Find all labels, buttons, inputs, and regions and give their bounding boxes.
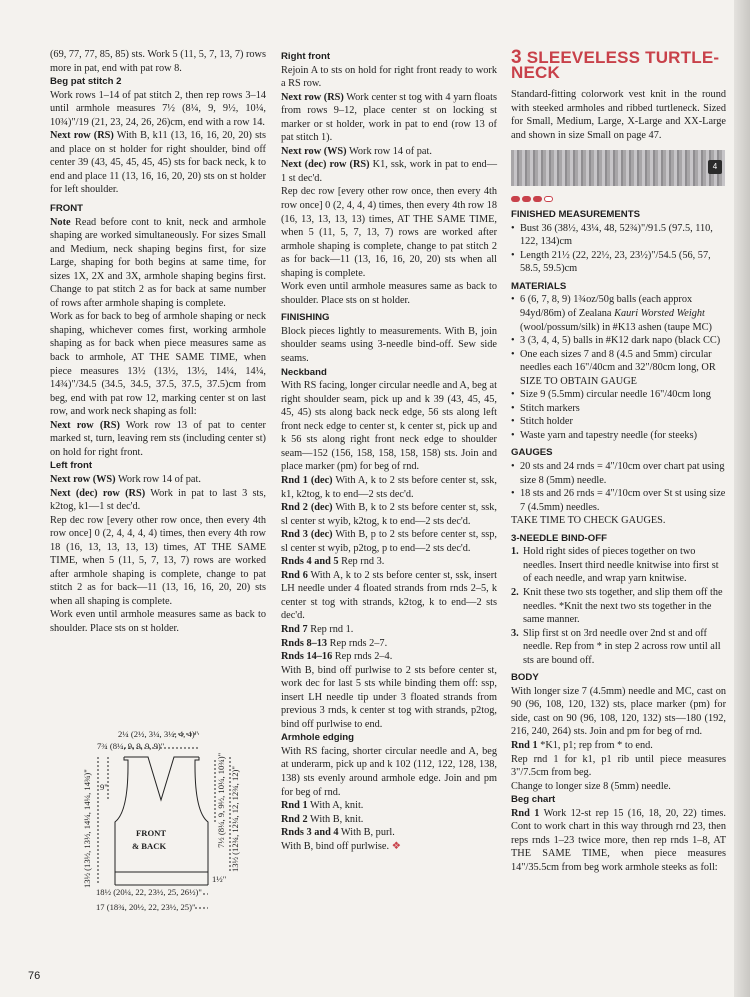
pattern-title-line-1: SLEEVELESS TURTLE- [526, 48, 720, 67]
neckband-para: With RS facing, longer circular needle and A, beg at right shoulder seam, pick up and k 39 (43, 45, 45, 45, 45) sts along back neck edge, 56 sts along left front neck edge to center st, k center st, pick up and k 56 sts along right front neck edge to shoulder seam—152 (156, 158, 158, 158, 158) sts. Join and place marker (pm) for beg of rnd. [281, 380, 497, 473]
column-3 [511, 47, 726, 874]
rejoin-para: Rejoin A to sts on hold for right front ready to work a RS row. [281, 64, 497, 90]
dim-rib-depth: 1½" [212, 874, 227, 884]
list-item: • Stitch holder [511, 415, 726, 429]
neck-rnd-2: Rnd 2 (dec) With B, k to 2 sts before center st, ssk, sl center st wyib, k2tog, k to end—2 sts dec'd. [281, 502, 497, 527]
dim-neck-depth: 9" [100, 782, 108, 792]
beg-chart-heading: Beg chart [511, 794, 556, 806]
list-item: • Waste yarn and tapestry needle (for steeks) [511, 429, 726, 443]
dim-shoulder-width: 2¼ (2½, 3¼, 3¼, 4, 4)" [118, 729, 199, 739]
front-heading: FRONT [50, 203, 84, 215]
dim-neck-width: 7¾ (8¼, 9, 9, 9, 9)" [97, 741, 165, 751]
column-2 [281, 50, 497, 853]
dim-armhole-depth: 7½ (8¼, 9, 9½, 10¼, 10¾)" [216, 752, 226, 848]
list-item: • Size 9 (5.5mm) circular needle 16"/40cm long [511, 388, 726, 402]
list-item: • One each sizes 7 and 8 (4.5 and 5mm) circular needles each 16"/40cm and 32"/80cm long, OR SIZE TO OBTAIN GAUGE [511, 348, 726, 389]
list-item: • Length 21½ (22, 22½, 23, 23½)"/54.5 (56, 57, 58.5, 59.5)cm [511, 249, 726, 276]
dim-bottom-width-2: 17 (18¾, 20½, 22, 23½, 25)" [96, 902, 196, 912]
chart-rnd-1: Rnd 1 Work 12-st rep 15 (16, 18, 20, 22) times. Cont to work chart in this way through rnd 23, then reps rnds 1–23 twice more, then rep rnds 1–8, AT THE SAME TIME, when piece measures 14"/35.5cm from beg work armhole steeks as foll: [511, 807, 726, 873]
right-front-heading: Right front [281, 51, 331, 62]
body-rep-rnd-1: Rep rnd 1 for k1, p1 rib until piece measures 3"/7.5cm from beg. [511, 753, 726, 779]
list-item: • 6 (6, 7, 8, 9) 1¾oz/50g balls (each approx 94yd/86m) of Zealana Kauri Worsted Weight (wool/possum/silk) in #K13 ashen (taupe MC) [511, 293, 726, 334]
right-front-rep-dec-para: Rep dec row [every other row once, then every 4th row once] 0 (2, 4, 4, 4) times, then every 4th row 18 (16, 13, 13, 13, 13) times, AT THE SAME TIME, when 5 (11, 5, 7, 13, 7) rows are worked after armhole shaping is complete, change to pat stitch 2 as for back—11 (13, 16, 16, 20, 20) sts when all shaping is complete. [281, 186, 497, 279]
neck-rnd-4-5: Rnds 4 and 5 Rep rnd 3. [281, 556, 385, 568]
front-next-row-para: Next row (RS) Work row 13 of pat to center marked st, turn, leaving rem sts (including center st) on hold for right front. [50, 419, 266, 458]
materials-heading: MATERIALS [511, 280, 567, 292]
left-front-heading: Left front [50, 460, 93, 472]
gauge-note: TAKE TIME TO CHECK GAUGES. [511, 515, 666, 527]
neck-rnd-6: Rnd 6 With A, k to 2 sts before center st, ssk, insert LH needle under 4 floated strands from rnds 2–5, k center st tog with strands, k2tog, k to end—2 sts dec'd. [281, 569, 497, 622]
neck-rnd-3: Rnd 3 (dec) With B, p to 2 sts before center st, ssp, sl center st wyib, p2tog, p to end—2 sts dec'd. [281, 529, 497, 554]
left-front-work-even-para: Work even until armhole measures same as back to shoulder. Place sts on st holder. [50, 609, 266, 634]
neck-bindoff-para: With B, bind off purlwise to 2 sts before center st, work dec for last 5 sts while binding them off: ssp, insert LH needle tip under 3 floated strands from previous 3 rnds, k center st tog with strands, p2tog, bind off purlwise to end. [281, 664, 497, 730]
label-back: & BACK [132, 841, 167, 851]
final-bindoff-para: With B, bind off purlwise. ❖ [281, 840, 401, 852]
list-item: • 20 sts and 24 rnds = 4"/10cm over chart pat using size 8 (5mm) needle. [511, 460, 726, 487]
beg-pat-stitch-2-text: Work rows 1–14 of pat stitch 2, then rep rows 3–14 until armhole measures 7½ (8¼, 9, 9½, 10¼, 10¾)"/19 (21, 23, 24, 26, 26)cm, end with a row 14. [50, 89, 266, 128]
pattern-title-line-2: NECK [511, 63, 560, 82]
neck-rnd-7: Rnd 7 Rep rnd 1. [281, 623, 354, 635]
note-para: Note Read before cont to knit, neck and armhole shaping are worked simultaneously. For sizes Small and Medium, neck shaping begins first, for size Large, shaping for both begins at same time, for sizes 1X, 2X and 3X, armhole shaping begins first. Change to pat stitch 2 as for back at same number of rows after armhole shaping is complete. [50, 216, 266, 309]
armhole-rnd-2: Rnd 2 With B, knit. [281, 813, 364, 825]
materials-list [511, 293, 726, 442]
bindoff-steps [511, 545, 726, 667]
page-number: 76 [28, 970, 41, 982]
armhole-edging-para: With RS facing, shorter circular needle and A, beg at underarm, pick up and k 102 (112, 122, 128, 138, 138) sts evenly around armhole edge. Join and pm for beg of rnd. [281, 745, 497, 798]
list-item: • 3 (3, 4, 4, 5) balls in #K12 dark napo (black CC) [511, 334, 726, 348]
end-mark-icon: ❖ [391, 840, 401, 852]
armhole-edging-heading: Armhole edging [281, 732, 355, 744]
list-item: • Bust 36 (38½, 43¼, 48, 52¾)"/91.5 (97.5, 110, 122, 134)cm [511, 222, 726, 249]
finished-measurements-list [511, 222, 726, 276]
work-as-back-para: Work as for back to beg of armhole shaping or neck shaping, whichever comes first, working armhole shaping as for back when piece measures same as back to armhole, AT THE SAME TIME, when piece measures 13½ (13½, 13½, 14¼, 14¼, 14¾)"/34.5 (34.5, 34.5, 37.5, 37.5, 37.5)cm from beg, end with pat row 12, marking center st on last row, and work neck shaping as foll: [50, 311, 266, 418]
colorwork-swatch-image [511, 150, 725, 186]
list-item: 2. Knit these two sts together, and slip them off the needles. *Knit the next two sts together in the same manner. [511, 586, 723, 626]
body-para: With longer size 7 (4.5mm) needle and MC, cast on 90 (96, 108, 120, 132) sts, place marker (pm) for side, cast on 90 (96, 108, 120, 132) sts—180 (192, 216, 240, 264) sts. Join and pm for beg of rnd. [511, 685, 726, 738]
dim-side-to-armhole: 13½ (12¾, 12¼, 12, 12¾, 12)" [230, 766, 240, 872]
right-front-work-even-para: Work even until armhole measures same as back to shoulder. Place sts on st holder. [281, 281, 497, 306]
column-1 [50, 48, 266, 636]
dim-bottom-width: 18½ (20¼, 22, 23½, 25, 26½)" [96, 887, 202, 897]
beg-pat-stitch-2-heading: Beg pat stitch 2 [50, 76, 122, 88]
three-needle-bindoff-heading: 3-NEEDLE BIND-OFF [511, 532, 607, 544]
neck-rnd-14-16: Rnds 14–16 Rep rnds 2–4. [281, 651, 393, 663]
list-item: 1. Hold right sides of pieces together on two needles. Insert third needle knitwise into first st of each needle, and wrap yarn knitwise. [511, 546, 719, 585]
skill-level-icon [511, 196, 726, 202]
neck-rnd-8-13: Rnds 8–13 Rep rnds 2–7. [281, 637, 388, 649]
list-item: • Stitch markers [511, 402, 726, 416]
gauges-list [511, 460, 726, 514]
finishing-para: Block pieces lightly to measurements. With B, join shoulder seams using 3-needle bind-off. Sew side seams. [281, 325, 497, 365]
swatch-number-badge: 4 [708, 160, 722, 174]
right-front-dec-para: Next (dec) row (RS) K1, ssk, work in pat to end—1 st dec'd. [281, 159, 497, 184]
pattern-intro: Standard-fitting colorwork vest knit in the round with steeked armholes and ribbed turtleneck. Sized for Small, Medium, Large, X-Large and XX-Large and shown in size Small on page 47. [511, 89, 726, 141]
back-intro: (69, 77, 77, 85, 85) sts. Work 5 (11, 5, 7, 13, 7) rows more in pat, end with pat row 8. [50, 49, 266, 74]
gauges-heading: GAUGES [511, 447, 553, 459]
finishing-heading: FINISHING [281, 312, 330, 324]
right-front-ws-para: Next row (WS) Work row 14 of pat. [281, 145, 432, 157]
label-front: FRONT [136, 828, 167, 838]
body-heading: BODY [511, 672, 539, 684]
schematic-diagram [70, 722, 260, 922]
left-front-dec-para: Next (dec) row (RS) Work in pat to last 3 sts, k2tog, k1—1 st dec'd. [50, 487, 266, 513]
neckband-heading: Neckband [281, 366, 327, 378]
pattern-number: 3 [511, 47, 522, 68]
armhole-rnd-1: Rnd 1 With A, knit. [281, 800, 364, 812]
list-item: 3. Slip first st on 3rd needle over 2nd st and off needle. Rep from * in step 2 across row until all sts are bound off. [511, 627, 721, 666]
body-rnd-1: Rnd 1 *K1, p1; rep from * to end. [511, 739, 653, 751]
pattern-title [511, 47, 726, 82]
armhole-rnd-3-4: Rnds 3 and 4 With B, purl. [281, 827, 395, 839]
right-front-rs-para: Next row (RS) Work center st tog with 4 yarn floats from rows 9–12, place center st on locking st marker or st holder, work in pat to end (row 13 of pat stitch 1). [281, 91, 497, 144]
finished-measurements-heading: FINISHED MEASUREMENTS [511, 209, 640, 221]
next-row-rs-para: Next row (RS) With B, k11 (13, 16, 16, 20, 20) sts and place on st holder for right shoulder, bind off center 39 (43, 45, 45, 45, 45) sts for back neck, k to end and place 11 (13, 16, 16, 20, 20) sts on st holder for left shoulder. [50, 130, 266, 196]
neck-rnd-1: Rnd 1 (dec) With A, k to 2 sts before center st, ssk, k1, k2tog, k to end—2 sts dec'd. [281, 474, 497, 500]
list-item: • 18 sts and 26 rnds = 4"/10cm over St st using size 7 (4.5mm) needles. [511, 487, 726, 514]
page-edge [734, 0, 750, 997]
body-change-needle: Change to longer size 8 (5mm) needle. [511, 780, 671, 792]
left-front-ws-para: Next row (WS) Work row 14 of pat. [50, 473, 201, 485]
left-front-rep-dec-para: Rep dec row [every other row once, then every 4th row once] 0 (2, 4, 4, 4, 4) times, then every 4th row 18 (16, 13, 13, 13, 13) times, AT THE SAME TIME, when 5 (11, 5, 7, 13, 7) rows are worked after armhole shaping is complete, change to pat stitch 2 as for back—11 (13, 16, 16, 20, 20) sts when all shaping is complete. [50, 514, 266, 607]
dim-left-side-length: 13½ (13½, 13½, 14¼, 14¼, 14¾)" [82, 769, 92, 888]
